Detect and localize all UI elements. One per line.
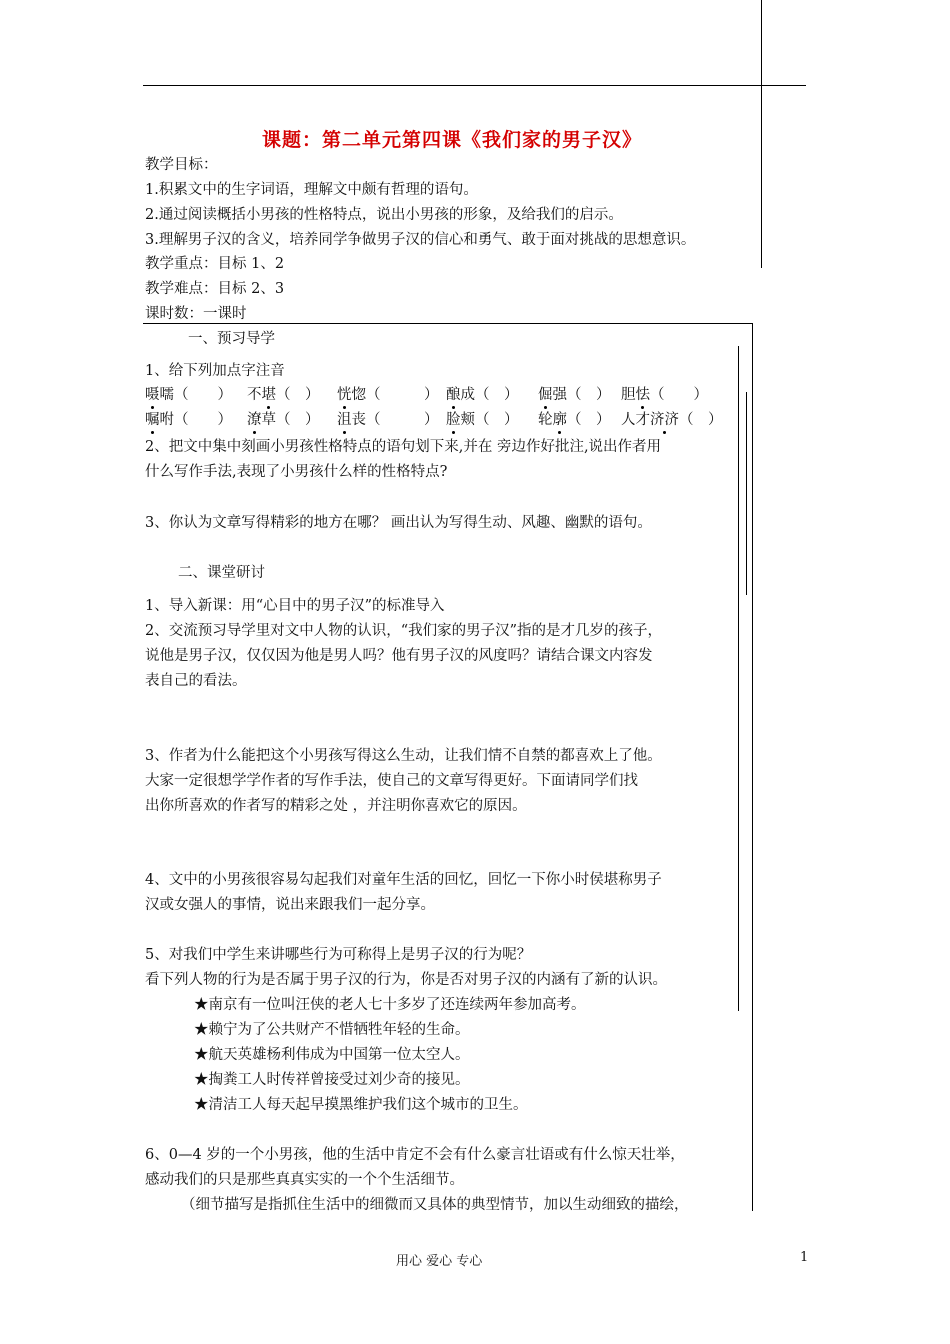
pinyin-item: 嘱咐（ ） <box>145 408 232 429</box>
question: 说他是男子汉，仅仅因为他是男人吗？他有男子汉的风度吗？请结合课文内容发 <box>145 648 653 664</box>
question: 3、作者为什么能把这个小男孩写得这么生动，让我们情不自禁的都喜欢上了他。 <box>145 748 662 764</box>
question: 3、你认为文章写得精彩的地方在哪？ 画出认为写得生动、风趣、幽默的语句。 <box>145 515 652 531</box>
section-rule <box>143 323 753 324</box>
question: 1、给下列加点字注音 <box>145 363 285 379</box>
header-line: 课时数：一课时 <box>145 306 247 322</box>
pinyin-item: 脸颊（ ） <box>446 408 519 429</box>
note: （细节描写是指抓住生活中的细微而又具体的典型情节，加以生动细致的描绘， <box>181 1197 689 1213</box>
star-item: ★航天英雄杨利伟成为中国第一位太空人。 <box>194 1047 470 1063</box>
star-item: ★赖宁为了公共财产不惜牺牲年轻的生命。 <box>194 1022 470 1038</box>
header-line: 教学重点：目标 1、2 <box>145 256 285 272</box>
binding-line-2 <box>746 392 747 595</box>
star-item: ★南京有一位叫汪侠的老人七十多岁了还连续两年参加高考。 <box>194 997 586 1013</box>
star-item: ★掏粪工人时传祥曾接受过刘少奇的接见。 <box>194 1072 470 1088</box>
footer-text: 用心 爱心 专心 <box>396 1254 483 1269</box>
pinyin-item: 嗫嚅（ ） <box>145 383 232 404</box>
pinyin-item: 胆怯（ ） <box>621 383 708 404</box>
question: 5、对我们中学生来讲哪些行为可称得上是男子汉的行为呢？ <box>145 947 532 963</box>
binding-line-1 <box>738 346 739 1011</box>
question: 6、0—4 岁的一个小男孩，他的生活中肯定不会有什么豪言壮语或有什么惊天壮举， <box>145 1147 685 1163</box>
section-heading: 二、课堂研讨 <box>178 565 265 581</box>
question: 表自己的看法。 <box>145 673 247 689</box>
question: 1、导入新课：用“心目中的男子汉”的标准导入 <box>145 598 445 614</box>
question: 2、把文中集中刻画小男孩性格特点的语句划下来,并在 旁边作好批注,说出作者用 <box>145 439 662 455</box>
page-title: 课题：第二单元第四课《我们家的男子汉》 <box>262 129 643 151</box>
question: 看下列人物的行为是否属于男子汉的行为，你是否对男子汉的内涵有了新的认识。 <box>145 972 667 988</box>
pinyin-item: 不堪（ ） <box>247 383 320 404</box>
pinyin-item: 倔强（ ） <box>538 383 611 404</box>
section-heading: 一、预习导学 <box>188 331 275 347</box>
header-line: 教学目标： <box>145 157 218 173</box>
star-item: ★清洁工人每天起早摸黑维护我们这个城市的卫生。 <box>194 1097 528 1113</box>
pinyin-item: 恍惚（ ） <box>337 383 439 404</box>
pinyin-item: 沮丧（ ） <box>337 408 439 429</box>
question: 感动我们的只是那些真真实实的一个个生活细节。 <box>145 1172 464 1188</box>
pinyin-item: 人才济济（ ） <box>621 408 723 429</box>
frame-right-line <box>752 323 753 1211</box>
header-line: 1.积累文中的生字词语，理解文中颇有哲理的语句。 <box>145 182 478 198</box>
pinyin-item: 潦草（ ） <box>247 408 320 429</box>
question: 大家一定很想学学作者的写作手法，使自己的文章写得更好。下面请同学们找 <box>145 773 638 789</box>
page-number: 1 <box>800 1250 809 1265</box>
question: 什么写作手法,表现了小男孩什么样的性格特点? <box>145 464 448 480</box>
header-line: 教学难点：目标 2、3 <box>145 281 285 297</box>
pinyin-item: 轮廓（ ） <box>538 408 611 429</box>
header-line: 2.通过阅读概括小男孩的性格特点，说出小男孩的形象，及给我们的启示。 <box>145 207 623 223</box>
question: 出你所喜欢的作者写的精彩之处 ，并注明你喜欢它的原因。 <box>145 798 527 814</box>
question: 2、交流预习导学里对文中人物的认识，“我们家的男子汉”指的是才几岁的孩子， <box>145 623 663 639</box>
right-vertical-rule <box>761 0 762 268</box>
question: 4、文中的小男孩很容易勾起我们对童年生活的回忆，回忆一下你小时侯堪称男子 <box>145 872 662 888</box>
pinyin-item: 酿成（ ） <box>446 383 519 404</box>
top-rule <box>143 85 806 86</box>
header-line: 3.理解男子汉的含义，培养同学争做男子汉的信心和勇气、敢于面对挑战的思想意识。 <box>145 232 696 248</box>
question: 汉或女强人的事情，说出来跟我们一起分享。 <box>145 897 435 913</box>
